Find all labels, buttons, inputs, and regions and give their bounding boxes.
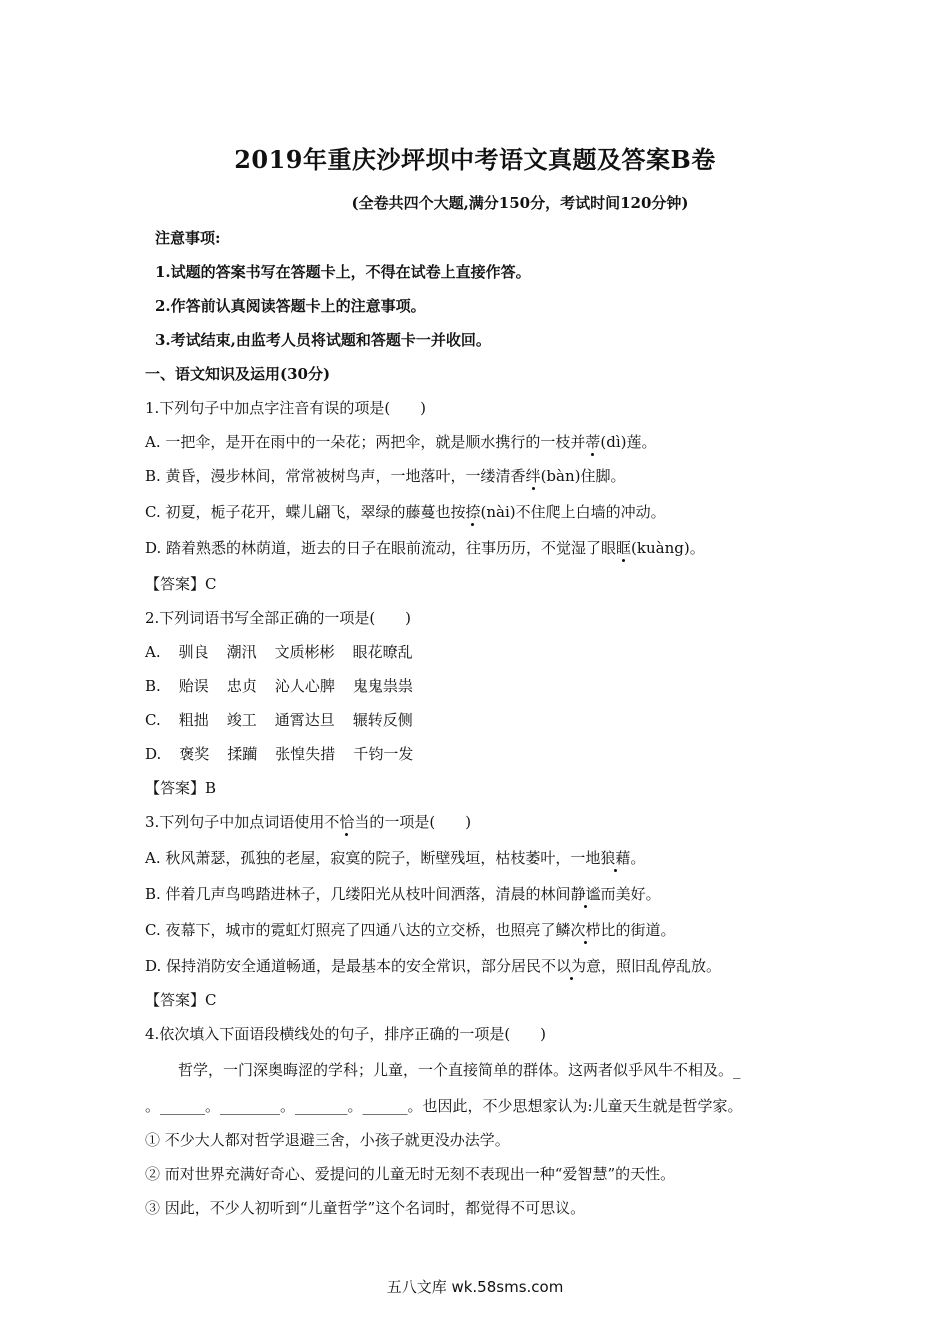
option-c: C. 初夏，栀子花开，蝶儿翩飞，翠绿的藤蔓也按捺(nài)不住爬上白墙的冲动。 [145,503,666,521]
question-stem: 4.依次填入下面语段横线处的句子，排序正确的一项是( ) [145,1025,547,1043]
question-stem: 2.下列词语书写全部正确的一项是( ) [145,609,412,627]
sentence-option: ② 而对世界充满好奇心、爱提问的儿童无时无刻不表现出一种“爱智慧”的天性。 [145,1165,676,1183]
option-b: B. 黄昏，漫步林间，常常被树鸟声，一地落叶，一缕清香绊(bàn)住脚。 [145,467,626,485]
dotted-char: 捺 [465,503,481,521]
dotted-char: 蒂 [585,433,601,451]
section-heading: 一、语文知识及运用(30分) [145,365,331,383]
option-a: A. 一把伞，是开在雨中的一朵花；两把伞，就是顺水携行的一枝并蒂(dì)莲。 [145,433,657,451]
dotted-char: 眶 [616,539,632,557]
dotted-word: 不恰当 [324,813,370,831]
option-a: A. 驯良 潮汛 文质彬彬 眼花暸乱 [145,643,413,661]
passage-line: 哲学，一门深奥晦涩的学科；儿童，一个直接简单的群体。这两者似乎风牛不相及。_ [178,1061,741,1079]
option-b: B. 贻误 忠贞 沁人心脾 鬼鬼祟祟 [145,677,413,695]
footer-watermark: 五八文库 wk.58sms.com [386,1278,564,1296]
notice-heading: 注意事项: [155,229,221,247]
question-stem: 3.下列句子中加点词语使用不恰当的一项是( ) [145,813,472,831]
page-subtitle: (全卷共四个大题,满分150分，考试时间120分钟) [351,194,689,212]
notice-item: 2.作答前认真阅读答题卡上的注意事项。 [155,297,426,315]
option-d: D. 踏着熟悉的林荫道，逝去的日子在眼前流动，往事历历，不觉湿了眼眶(kuàng)。 [145,539,705,557]
sentence-option: ③ 因此，不少人初听到“儿童哲学”这个名词时，都觉得不可思议。 [145,1199,586,1217]
dotted-word: 狼藉 [600,849,631,867]
answer: 【答案】C [145,575,217,593]
dotted-char: 绊 [525,467,541,485]
sentence-option: ① 不少大人都对哲学退避三舍，小孩子就更没办法学。 [145,1131,510,1149]
passage-line: 。______。________。_______。______。也因此，不少思想家认为:儿童天生就是哲学家。 [145,1097,743,1115]
option-c: C. 夜幕下，城市的霓虹灯照亮了四通八达的立交桥，也照亮了鳞次栉比的街道。 [145,921,676,939]
notice-item: 3.考试结束,由监考人员将试题和答题卡一并收回。 [155,331,491,349]
dotted-word: 鳞次栉比 [555,921,616,939]
option-c: C. 粗拙 竣工 通霄达旦 辗转反侧 [145,711,413,729]
answer: 【答案】C [145,991,217,1009]
option-b: B. 伴着几声鸟鸣踏进林子，几缕阳光从枝叶间洒落，清晨的林间静谧而美好。 [145,885,661,903]
page-title: 2019年重庆沙坪坝中考语文真题及答案B卷 [234,145,716,174]
option-d: D. 褒奖 揉躏 张惶失措 千钧一发 [145,745,414,763]
notice-item: 1.试题的答案书写在答题卡上，不得在试卷上直接作答。 [155,263,531,281]
answer: 【答案】B [145,779,217,797]
option-d: D. 保持消防安全通道畅通，是最基本的安全常识，部分居民不以为意，照旧乱停乱放。 [145,957,722,975]
question-stem: 1.下列句子中加点字注音有误的项是( ) [145,399,427,417]
option-a: A. 秋风萧瑟，孤独的老屋，寂寞的院子，断壁残垣，枯枝萎叶，一地狼藉。 [145,849,646,867]
dotted-word: 不以为意 [541,957,602,975]
dotted-word: 静谧 [570,885,601,903]
